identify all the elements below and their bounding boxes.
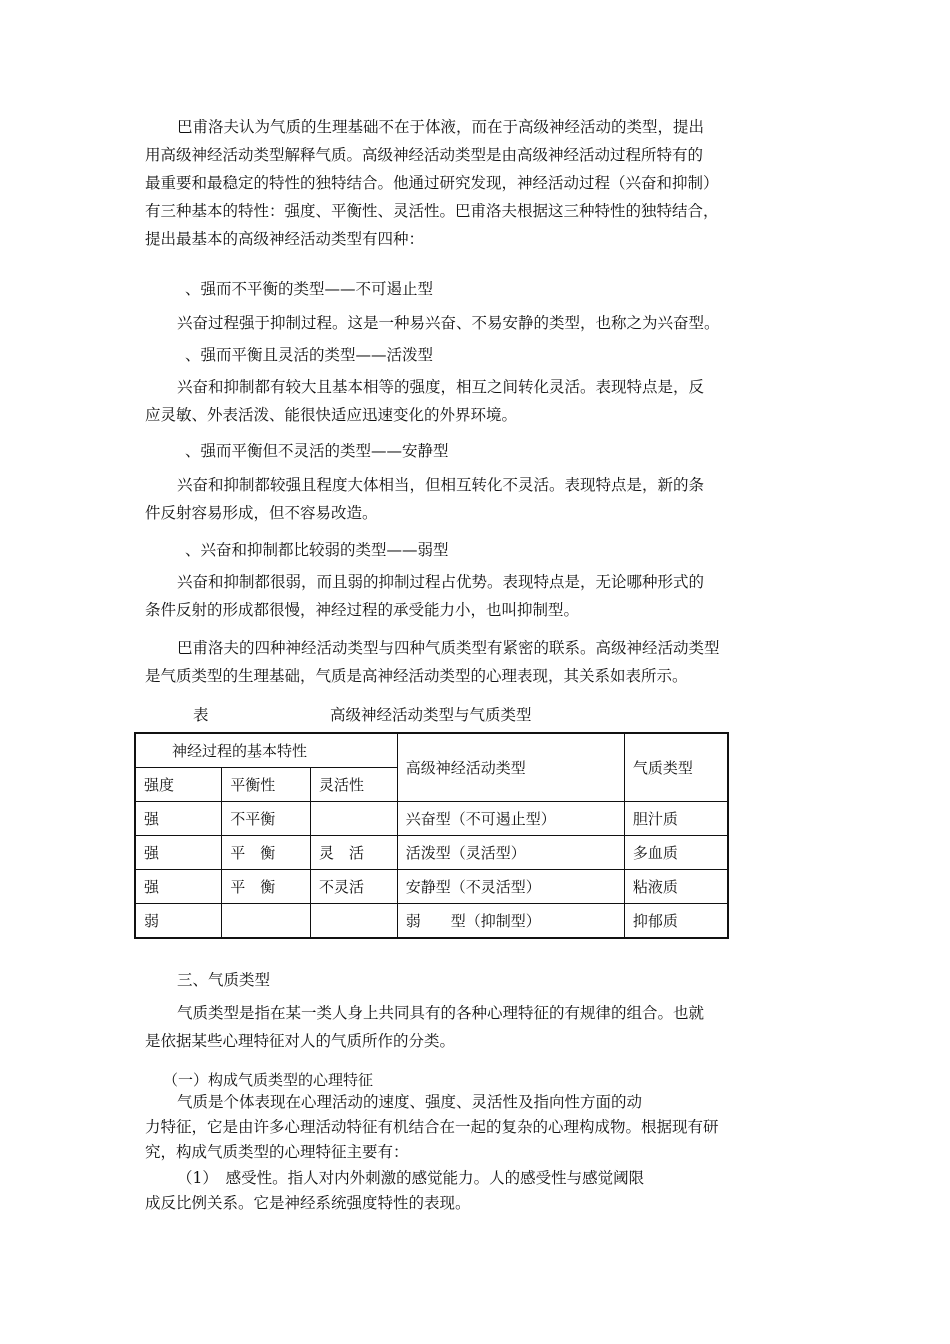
paragraph-type-1: 兴奋过程强于抑制过程。这是一种易兴奋、不易安静的类型，也称之为兴奋型。: [177, 314, 720, 332]
flex-cell: [310, 904, 397, 939]
type-cell: 活泼型（灵活型）: [397, 836, 624, 870]
text-line: 用高级神经活动类型解释气质。高级神经活动类型是由高级神经活动过程所特有的: [145, 146, 704, 164]
header-strength-cell: 强度: [135, 768, 222, 802]
type-cell: 兴奋型（不可遏止型）: [397, 802, 624, 836]
text-line: 气质是个体表现在心理活动的速度、强度、灵活性及指向性方面的动: [177, 1093, 643, 1111]
text-line: 巴甫洛夫认为气质的生理基础不在于体液，而在于高级神经活动的类型，提出: [177, 118, 705, 136]
strength-cell: 弱: [135, 904, 222, 939]
text-line: 究，构成气质类型的心理特征主要有：: [145, 1143, 409, 1161]
text-line: 件反射容易形成，但不容易改造。: [145, 504, 378, 522]
balance-cell: [222, 904, 311, 939]
paragraph-type-4: [145, 568, 770, 624]
paragraph-type-2: [145, 373, 770, 429]
header-type-cell: 高级神经活动类型: [397, 733, 624, 802]
subsection-heading: （一）构成气质类型的心理特征: [163, 1071, 374, 1089]
temperament-cell: 抑郁质: [624, 904, 728, 939]
text-line: 兴奋和抑制都有较大且基本相等的强度，相互之间转化灵活。表现特点是，反: [177, 378, 705, 396]
table-row: [135, 802, 728, 836]
paragraph-temperament-type: [145, 999, 770, 1055]
table-caption-title: 高级神经活动类型与气质类型: [330, 706, 532, 724]
text-line: 是依据某些心理特征对人的气质所作的分类。: [145, 1032, 456, 1050]
paragraph-relationship: [145, 634, 770, 690]
type-cell: 弱 型（抑制型）: [397, 904, 624, 939]
text-line: 巴甫洛夫的四种神经活动类型与四种气质类型有紧密的联系。高级神经活动类型: [177, 639, 720, 657]
text-line: 气质类型是指在某一类人身上共同具有的各种心理特征的有规律的组合。也就: [177, 1004, 705, 1022]
list-item-sensitivity: [145, 1166, 770, 1216]
header-temperament-cell: 气质类型: [624, 733, 728, 802]
table-row: [135, 836, 728, 870]
type-cell: 安静型（不灵活型）: [397, 870, 624, 904]
heading-type-1: 、强而不平衡的类型——不可遏止型: [185, 280, 434, 298]
temperament-table: [134, 732, 729, 939]
flex-cell: [310, 802, 397, 836]
balance-cell: 平 衡: [222, 870, 311, 904]
header-flex-cell: 灵活性: [310, 768, 397, 802]
text-line: 成反比例关系。它是神经系统强度特性的表现。: [145, 1194, 471, 1212]
paragraph-psych-features: [145, 1090, 770, 1165]
text-line: 兴奋和抑制都较强且程度大体相当，但相互转化不灵活。表现特点是，新的条: [177, 476, 705, 494]
temperament-cell: 多血质: [624, 836, 728, 870]
table-row: [135, 904, 728, 939]
temperament-cell: 胆汁质: [624, 802, 728, 836]
text-line: 兴奋和抑制都很弱，而且弱的抑制过程占优势。表现特点是，无论哪种形式的: [177, 573, 705, 591]
text-line: 提出最基本的高级神经活动类型有四种：: [145, 230, 425, 248]
table-header-row: [135, 733, 728, 768]
section-heading: 三、气质类型: [177, 971, 271, 989]
header-group-cell: 神经过程的基本特性: [135, 733, 397, 768]
text-line: 条件反射的形成都很慢，神经过程的承受能力小，也叫抑制型。: [145, 601, 580, 619]
strength-cell: 强: [135, 836, 222, 870]
strength-cell: 强: [135, 802, 222, 836]
text-line: 是气质类型的生理基础，气质是高神经活动类型的心理表现，其关系如表所示。: [145, 667, 688, 685]
paragraph-type-3: [145, 471, 770, 527]
heading-type-2: 、强而平衡且灵活的类型——活泼型: [185, 346, 434, 364]
heading-type-4: 、兴奋和抑制都比较弱的类型——弱型: [185, 541, 449, 559]
balance-cell: 平 衡: [222, 836, 311, 870]
strength-cell: 强: [135, 870, 222, 904]
flex-cell: 灵 活: [310, 836, 397, 870]
text-line: 力特征，它是由许多心理活动特征有机结合在一起的复杂的心理构成物。根据现有研: [145, 1118, 719, 1136]
paragraph-pavlov-intro: [145, 113, 770, 253]
text-line: （1） 感受性。指人对内外刺激的感觉能力。人的感受性与感觉阈限: [177, 1169, 645, 1187]
header-balance-cell: 平衡性: [222, 768, 311, 802]
heading-type-3: 、强而平衡但不灵活的类型——安静型: [185, 442, 449, 460]
text-line: 有三种基本的特性：强度、平衡性、灵活性。巴甫洛夫根据这三种特性的独特结合，: [145, 202, 719, 220]
temperament-cell: 粘液质: [624, 870, 728, 904]
text-line: 最重要和最稳定的特性的独特结合。他通过研究发现，神经活动过程（兴奋和抑制）: [145, 174, 719, 192]
text-line: 应灵敏、外表活泼、能很快适应迅速变化的外界环境。: [145, 406, 518, 424]
table-caption-label: 表: [193, 706, 209, 724]
balance-cell: 不平衡: [222, 802, 311, 836]
flex-cell: 不灵活: [310, 870, 397, 904]
table-row: [135, 870, 728, 904]
